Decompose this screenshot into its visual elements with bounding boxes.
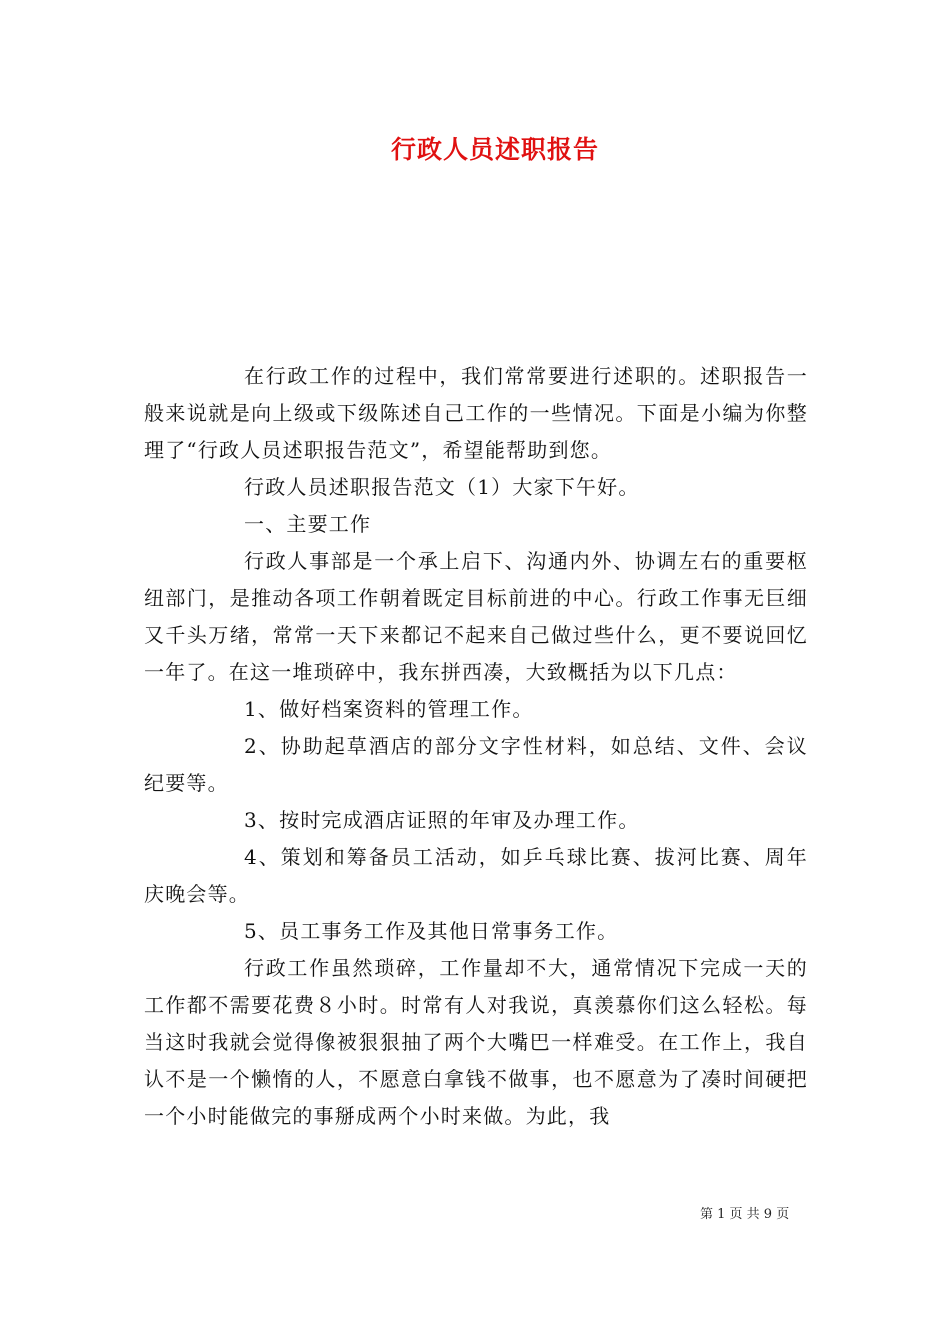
section-heading-main-work: 一、主要工作 bbox=[244, 512, 372, 536]
list-item-1: 1、做好档案资料的管理工作。 bbox=[244, 697, 534, 721]
paragraph-intro: 在行政工作的过程中，我们常常要进行述职的。述职报告一般来说就是向上级或下级陈述自己工作的一些情况。下面是小编为你整理了“行政人员述职报告范文”，希望能帮助到您。 bbox=[144, 364, 808, 462]
list-item-3: 3、按时完成酒店证照的年审及办理工作。 bbox=[244, 808, 640, 832]
paragraph-greeting: 行政人员述职报告范文（1）大家下午好。 bbox=[244, 475, 640, 499]
list-item-5: 5、员工事务工作及其他日常事务工作。 bbox=[244, 919, 619, 943]
document-body bbox=[144, 358, 808, 1135]
paragraph-workload: 行政工作虽然琐碎，工作量却不大，通常情况下完成一天的工作都不需要花费８小时。时常有人对我说，真羡慕你们这么轻松。每当这时我就会觉得像被狠狠抽了两个大嘴巴一样难受。在工作上，我自认不是一个懒惰的人，不愿意白拿钱不做事，也不愿意为了凑时间硬把一个小时能做完的事掰成两个小时来做。为此，我 bbox=[144, 956, 808, 1128]
list-item-2: 2、协助起草酒店的部分文字性材料，如总结、文件、会议纪要等。 bbox=[144, 734, 808, 795]
list-item-4: 4、策划和筹备员工活动，如乒乓球比赛、拔河比赛、周年庆晚会等。 bbox=[144, 845, 808, 906]
paragraph-department: 行政人事部是一个承上启下、沟通内外、协调左右的重要枢纽部门，是推动各项工作朝着既定目标前进的中心。行政工作事无巨细又千头万绪，常常一天下来都记不起来自己做过些什么，更不要说回忆一年了。在这一堆琐碎中，我东拼西凑，大致概括为以下几点： bbox=[144, 549, 808, 684]
page-number-footer: 第 1 页 共 9 页 bbox=[700, 1207, 790, 1222]
document-title: 行政人员述职报告 bbox=[390, 135, 599, 164]
